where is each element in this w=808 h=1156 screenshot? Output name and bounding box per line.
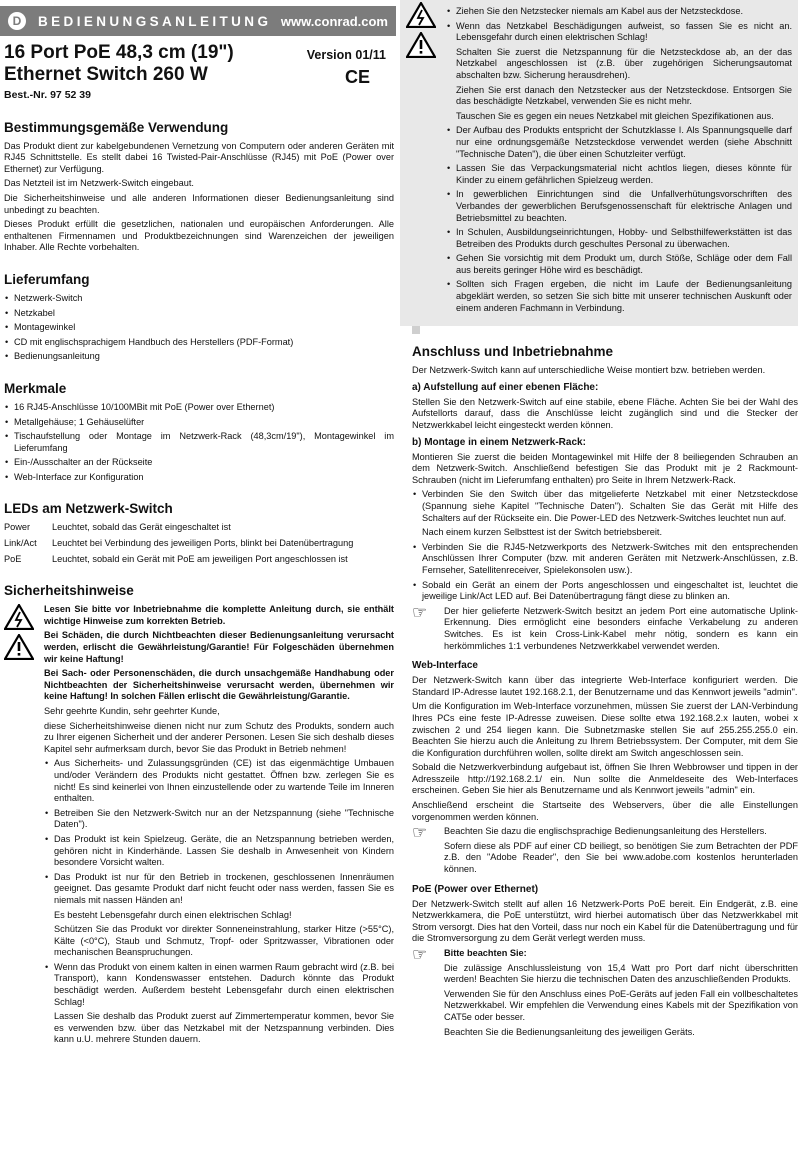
warning-icon xyxy=(4,634,34,660)
note-text: Die zulässige Anschlussleistung von 15,4 Watt pro Port darf nicht überschritten werden! Beachten Sie hierzu die technischen Daten des anzuschließenden Produkts. xyxy=(444,962,798,985)
heading-leds: LEDs am Netzwerk-Switch xyxy=(4,501,173,517)
left-column xyxy=(4,42,394,1049)
list-item: • Aus Sicherheits- und Zulassungsgründen (CE) ist das eigenmächtige Umbauen und/oder Verändern des Produkts nicht gestattet. Öffnen bzw. zerlegen Sie es nicht! Es sind keinerlei von Ihnen einzustellende oder zu wartende Teile im Inneren enthalten. xyxy=(54,758,394,804)
list-item: • Netzwerk-Switch xyxy=(14,293,394,305)
list-item: • Das Produkt ist nur für den Betrieb in trockenen, geschlossenen Innenräumen geeignet. Das gesamte Produkt darf nicht feucht oder nass werden, fassen Sie es niemals mit nassen Händen an! Es besteht Lebensgefahr durch einen elektrischen Schlag! Schützen Sie das Produkt vor direkter Sonneneinstrahlung, starker Hitze (>55°C), Kälte (<0°C), Staub und Schmutz, Tropf- oder Spritzwasser, Vibrationen oder mechanischen Beanspruchungen. xyxy=(54,872,394,959)
note-text: Beachten Sie dazu die englischsprachige Bedienungsanleitung des Herstellers. xyxy=(444,826,767,837)
warning-icon xyxy=(406,32,436,58)
paragraph: Stellen Sie den Netzwerk-Switch auf eine stabile, ebene Fläche. Achten Sie bei der Wahl des Aufstellorts darauf, dass die Anschlüsse leicht zugänglich sind und die Stecker der Netzwerkkabel leicht eingesteckt werden können. xyxy=(412,396,798,431)
heading-safety: Sicherheitshinweise xyxy=(4,583,134,599)
paragraph: diese Sicherheitshinweise dienen nicht nur zum Schutz des Produkts, sondern auch zu Ihrer eigenen Sicherheit und der anderer Personen. Lesen Sie sich deshalb dieses Kapitel sehr aufmerksam durch, bevor Sie das Produkt in Betrieb nehmen! xyxy=(44,720,394,754)
list-item: • Verbinden Sie den Switch über das mitgelieferte Netzkabel mit einer Netzsteckdose (Spannung siehe Kapitel "Technische Daten"). Schalten Sie das Gerät mit Hilfe des Schalters auf der Rückseite ein. Die Power-LED des Netzwerk-Switches leuchtet nun auf. Nach einem kurzen Selbsttest ist der Switch betriebsbereit. xyxy=(422,489,798,538)
order-number: Best.-Nr. 97 52 39 xyxy=(4,89,91,101)
pointing-hand-icon: ☞ xyxy=(412,945,428,964)
note-block xyxy=(412,945,798,1041)
heading-web-interface: Web-Interface xyxy=(412,660,478,672)
list-item: • Das Produkt ist kein Spielzeug. Geräte, die an Netzspannung betrieben werden, gehören nicht in Kinderhände. Lassen Sie deshalb in Anwesenheit von Kindern besondere Vorsicht walten. xyxy=(54,834,394,869)
paragraph: Montieren Sie zuerst die beiden Montagewinkel mit Hilfe der 8 beiliegenden Schrauben an dem Netzwerk-Switch. Anschließend befestigen Sie das Produkt mit je 2 Rackmount-Schrauben (nicht im Lieferumfang enthalten) pro Seite in Ihrem Netzwerk-Rack. xyxy=(412,451,798,485)
greeting: Sehr geehrte Kundin, sehr geehrter Kunde, xyxy=(44,706,220,716)
list-item: • Netzkabel xyxy=(14,308,394,320)
paragraph: Sobald die Netzwerkverbindung aufgebaut ist, öffnen Sie Ihren Webbrowser und tippen in der Adresszeile http://192.168.2.1/ ein. Nun sollte die Anmeldeseite des Web-Interfaces erscheinen. Geben Sie hier als Benutzername und als Kennwort jeweils "admin" ein. xyxy=(412,762,798,796)
bold-warning: Bei Schäden, die durch Nichtbeachten dieser Bedienungsanleitung verursacht werden, erlischt die Gewährleistung/Garantie! Für Folgeschäden übernehmen wir keine Haftung! xyxy=(44,630,394,664)
heading-intended-use: Bestimmungsgemäße Verwendung xyxy=(4,119,229,135)
delivery-list xyxy=(4,293,394,363)
list-item: • Betreiben Sie den Netzwerk-Switch nur an der Netzspannung (siehe "Technische Daten"). xyxy=(54,808,394,831)
list-item: • Wenn das Produkt von einem kalten in einen warmen Raum gebracht wird (z.B. bei Transport), kann Kondenswasser entstehen. Dadurch könnte das Produkt beschädigt werden. Außerdem besteht Lebensgefahr durch einen elektrischen Schlag! Lassen Sie deshalb das Produkt zuerst auf Zimmertemperatur kommen, bevor Sie es verwenden bzw. über das Netzkabel mit der Netzspannung verbinden. Dies kann u.U. mehrere Stunden dauern. xyxy=(54,962,394,1046)
heading-features: Merkmale xyxy=(4,380,67,396)
list-item: • Sollten sich Fragen ergeben, die nicht im Laufe der Bedienungsanleitung abgeklärt werden, so setzen Sie sich bitte mit unserer technischen Auskunft oder einem anderen Fachmann in Verbindung. xyxy=(456,279,792,314)
led-name: Link/Act xyxy=(4,538,37,549)
led-desc: Leuchtet bei Verbindung des jeweiligen Ports, blinkt bei Datenübertragung xyxy=(52,538,354,549)
paragraph: Um die Konfiguration im Web-Interface vorzunehmen, müssen Sie zuerst der LAN-Verbindung Ihres PCs eine feste IP-Adresse zuweisen. Diese sollte etwa 192.168.2.x lauten, wobei x zwischen 2 und 254 liegen kann. Die Subnetzmaske stellen Sie auf 255.255.255.0 ein. Beachten Sie hierzu auch die Anleitung zu Ihrem Betriebssystem. Der Computer, mit dem Sie die Konfiguration durchführen wollen, sollte direkt am Switch angeschlossen sein. xyxy=(412,701,798,758)
led-table xyxy=(4,522,394,565)
list-item: • Metallgehäuse; 1 Gehäuselüfter xyxy=(14,417,394,429)
paragraph: Anschließend erscheint die Startseite des Webservers, über die alle Einstellungen vorgenommen werden können. xyxy=(412,800,798,822)
paragraph: Das Netzteil ist im Netzwerk-Switch eingebaut. xyxy=(4,178,194,189)
note-text: Der hier gelieferte Netzwerk-Switch besitzt an jedem Port eine automatische Uplink-Erkennung. Dies ermöglicht eine besonders einfache Verkabelung zu anderen Switches. Es ist kein Cross-Link-Kabel mehr nötig, sondern es kann ein herkömmliches 1:1 verbundenes Netzwerkkabel verwendet werden. xyxy=(444,605,798,651)
bold-warning: Bei Sach- oder Personenschäden, die durch unsachgemäße Handhabung oder Nichtbeachten der Sicherheitshinweise verursacht werden, übernehmen wir keine Haftung! In solchen Fällen erlischt die Gewährleistung/Garantie. xyxy=(44,668,394,702)
led-name: Power xyxy=(4,522,31,533)
connection-list xyxy=(412,489,798,602)
list-item: • Lassen Sie das Verpackungsmaterial nicht achtlos liegen, dieses könnte für Kinder zu einem gefährlichen Spielzeug werden. xyxy=(456,163,792,186)
language-badge: D xyxy=(8,12,26,30)
heading-poe: PoE (Power over Ethernet) xyxy=(412,883,539,895)
safety-list-continued xyxy=(446,6,792,317)
electric-hazard-icon xyxy=(406,2,436,28)
note-block xyxy=(412,823,798,878)
subheading: b) Montage in einem Netzwerk-Rack: xyxy=(412,436,586,448)
header-banner xyxy=(0,6,396,36)
version: Version 01/11 xyxy=(306,48,386,62)
list-item: • Wenn das Netzkabel Beschädigungen aufweist, so fassen Sie es nicht an. Lebensgefahr durch einen elektrischen Schlag! Schalten Sie zuerst die Netzspannung für die Netzsteckdose ab, an der das Netzkabel angeschlossen ist (z.B. über zugehörigen Sicherungsautomat abschalten bzw. Sicherung herausdrehen). Ziehen Sie erst danach den Netzstecker aus der Netzsteckdose. Entsorgen Sie das beschädigte Netzkabel, verwenden Sie es nicht mehr. Tauschen Sie es gegen ein neues Netzkabel mit gleichen Spezifikationen aus. xyxy=(456,21,792,123)
right-column xyxy=(412,0,798,1044)
led-name: PoE xyxy=(4,553,22,564)
list-item: • Tischaufstellung oder Montage im Netzwerk-Rack (48,3cm/19"), Montagewinkel im Lieferumfang xyxy=(14,431,394,454)
led-desc: Leuchtet, sobald ein Gerät mit PoE am jeweiligen Port angeschlossen ist xyxy=(52,553,348,564)
list-item: • Montagewinkel xyxy=(14,322,394,334)
paragraph: Dieses Produkt erfüllt die gesetzlichen, nationalen und europäischen Anforderungen. Alle enthaltenen Firmennamen und Produktbezeichnungen sind Warenzeichen der jeweiligen Inhaber. Alle Rechte vorbehalten. xyxy=(4,219,394,253)
note-block xyxy=(412,602,798,655)
paragraph: Das Produkt dient zur kabelgebundenen Vernetzung von Computern oder anderen Geräten mit RJ45 Schnittstelle. Es stellt dabei 16 Twisted-Pair-Anschlüsse (RJ45) mit PoE (Power over Ethernet) zur Verfügung. xyxy=(4,140,394,174)
list-item: • Ein-/Ausschalter an der Rückseite xyxy=(14,457,394,469)
manual-title: BEDIENUNGSANLEITUNG xyxy=(38,13,272,29)
note-text: Verwenden Sie für den Anschluss eines PoE-Geräts auf jeden Fall ein vollbeschaltetes Netzwerkkabel. Wir empfehlen die Verwendung eines Kabels mit der Spezifikation von CAT5e oder besser. xyxy=(444,988,798,1022)
note-title: Bitte beachten Sie: xyxy=(444,948,527,958)
pointing-hand-icon: ☞ xyxy=(412,602,428,622)
note-text: Sofern diese als PDF auf einer CD beiliegt, so benötigen Sie zum Betrachten der PDF z.B. den "Adobe Reader", den Sie bei www.adobe.com kostenlos herunterladen können. xyxy=(444,840,798,875)
electric-hazard-icon xyxy=(4,604,34,630)
list-item: • Bedienungsanleitung xyxy=(14,351,394,363)
list-item: • 16 RJ45-Anschlüsse 10/100MBit mit PoE (Power over Ethernet) xyxy=(14,402,394,414)
subheading: a) Aufstellung auf einer ebenen Fläche: xyxy=(412,381,599,393)
list-item: • Der Aufbau des Produkts entspricht der Schutzklasse I. Als Spannungsquelle darf nur eine ordnungsgemäße Netzsteckdose verwendet werden (siehe Abschnitt "Technische Daten"), die über einen Schutzleiter verfügt. xyxy=(456,125,792,160)
features-list xyxy=(4,402,394,484)
safety-warning-block xyxy=(4,604,394,1049)
website-url[interactable]: www.conrad.com xyxy=(280,13,388,29)
list-item: • Verbinden Sie die RJ45-Netzwerkports des Netzwerk-Switches mit den entsprechenden Anschlüssen Ihrer Computer (bzw. mit anderen Geräten mit Netzwerk-Anschlüssen, z.B. Fernseher, Satellitenreceiver, Spielekonsolen usw.). xyxy=(422,542,798,577)
note-text: Beachten Sie die Bedienungsanleitung des jeweiligen Geräts. xyxy=(444,1026,695,1037)
list-item: • Web-Interface zur Konfiguration xyxy=(14,472,394,484)
paragraph: Der Netzwerk-Switch kann über das integrierte Web-Interface konfiguriert werden. Die Standard IP-Adresse lautet 192.168.2.1, der Benutzername und das Kennwort jeweils "admin". xyxy=(412,675,798,697)
product-title-line2: Ethernet Switch 260 W xyxy=(4,64,208,85)
heading-connection: Anschluss und Inbetriebnahme xyxy=(412,344,614,360)
product-title-line1: 16 Port PoE 48,3 cm (19") xyxy=(4,42,234,63)
heading-scope-of-delivery: Lieferumfang xyxy=(4,271,90,287)
ce-mark-icon: CE xyxy=(344,67,370,87)
paragraph: Die Sicherheitshinweise und alle anderen Informationen dieser Bedienungsanleitung sind unbedingt zu beachten. xyxy=(4,192,394,215)
list-item: • Ziehen Sie den Netzstecker niemals am Kabel aus der Netzsteckdose. xyxy=(456,6,792,18)
continued-safety-box xyxy=(400,0,798,326)
list-item: • In gewerblichen Einrichtungen sind die Unfallverhütungsvorschriften des Verbandes der gewerblichen Berufsgenossenschaft für elektrische Anlagen und Betriebsmittel zu beachten. xyxy=(456,189,792,224)
list-item: • Gehen Sie vorsichtig mit dem Produkt um, durch Stöße, Schläge oder dem Fall aus bereits geringer Höhe wird es beschädigt. xyxy=(456,253,792,276)
paragraph: Der Netzwerk-Switch kann auf unterschiedliche Weise montiert bzw. betrieben werden. xyxy=(412,365,766,376)
pointing-hand-icon: ☞ xyxy=(412,823,428,843)
safety-list xyxy=(44,758,394,1046)
led-desc: Leuchtet, sobald das Gerät eingeschaltet ist xyxy=(52,522,231,533)
list-item: • CD mit englischsprachigem Handbuch des Herstellers (PDF-Format) xyxy=(14,337,394,349)
list-item: • Sobald ein Gerät an einem der Ports angeschlossen und eingeschaltet ist, leuchtet die jeweilige Link/Act LED auf. Bei Datenübertragung fängt diese zu blinken an. xyxy=(422,580,798,603)
paragraph: Der Netzwerk-Switch stellt auf allen 16 Netzwerk-Ports PoE bereit. Ein Endgerät, z.B. eine Netzwerkkamera, die PoE unterstützt, wird hierbei automatisch über das Netzwerkkabel mit Strom versorgt. Dies hat den Vorteil, dass nur noch ein Kabel für die Datenübertragung und für die Stromversorgung zu dem Gerät verlegt werden muss. xyxy=(412,898,798,944)
list-item: • In Schulen, Ausbildungseinrichtungen, Hobby- und Selbsthilfewerkstätten ist das Betreiben des Produkts durch geschultes Personal zu überwachen. xyxy=(456,227,792,250)
bold-warning: Lesen Sie bitte vor Inbetriebnahme die komplette Anleitung durch, sie enthält wichtige Hinweise zum korrekten Betrieb. xyxy=(44,604,394,626)
